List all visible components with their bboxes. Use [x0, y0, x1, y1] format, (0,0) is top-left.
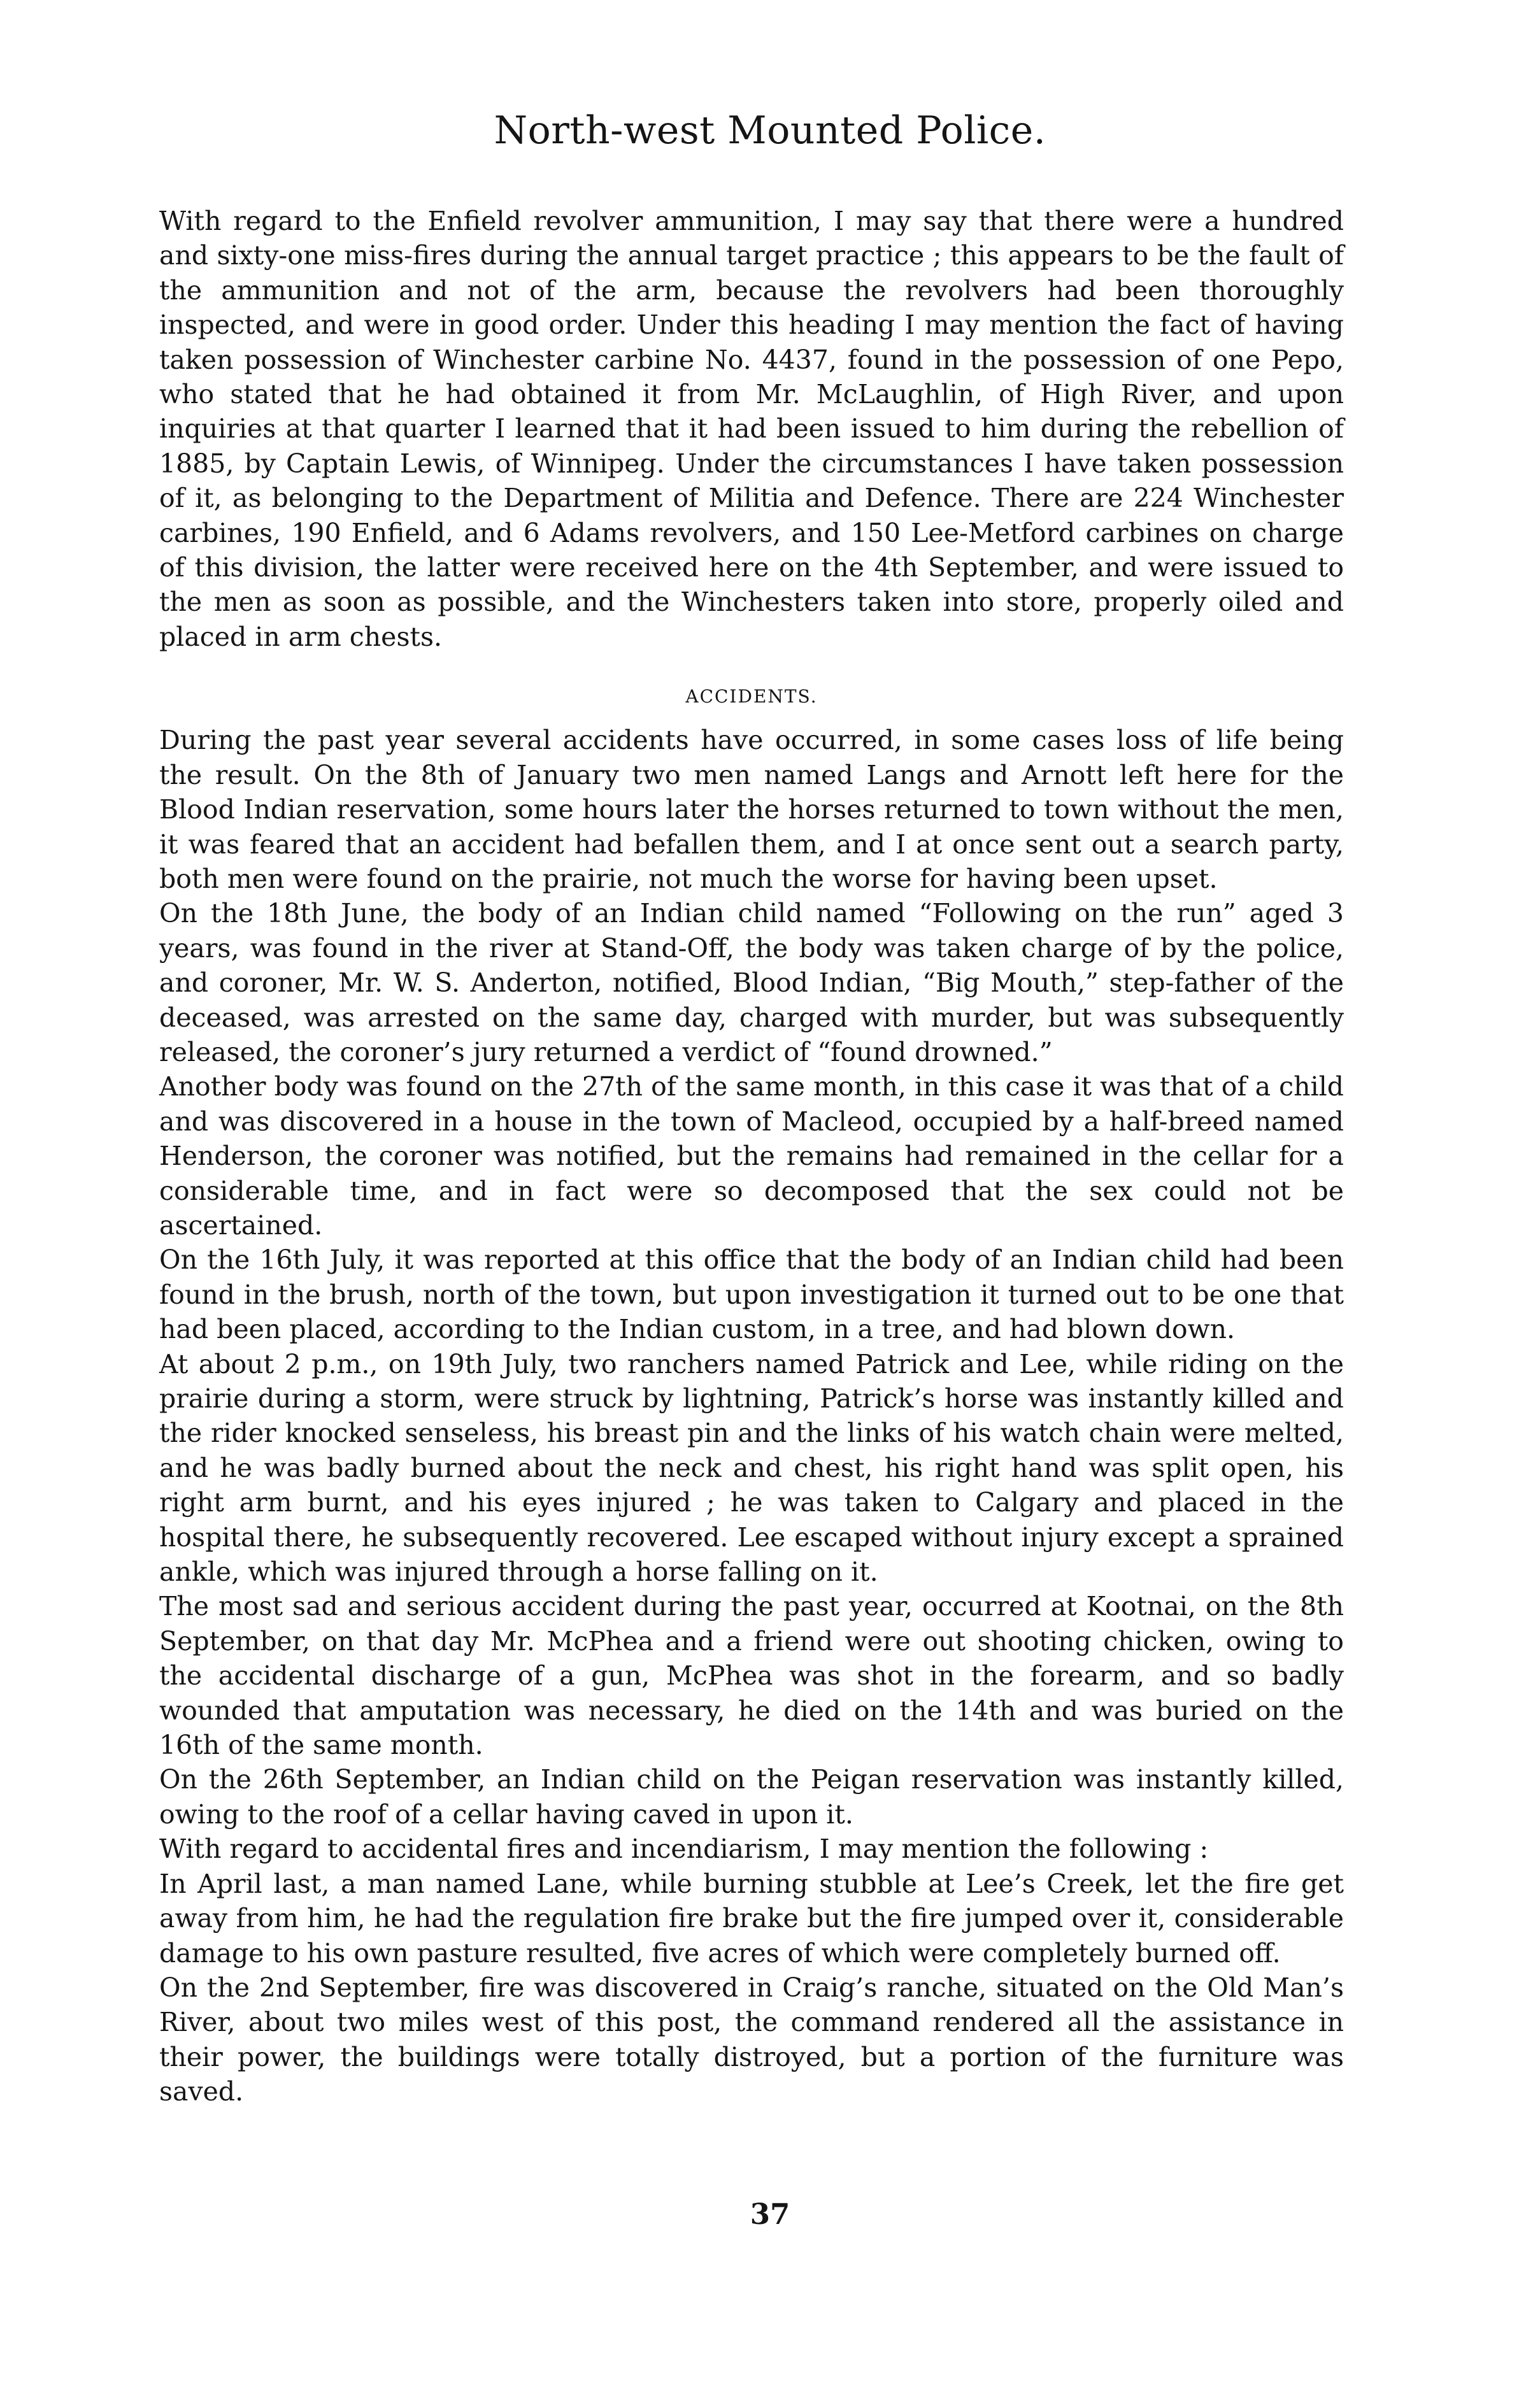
paragraph-following-on-the-run: On the 18th June, the body of an Indian child named “Following on the run” aged 3 years, was found in the river at Stand-Off, the body was taken charge of by the police, and coroner, Mr. W. S. Anderton, notified, Blood Indian, “Big Mouth,” step-father of the deceased, was arrested on the same day, charged with murder, but was subsequently released, the coroner’s jury returned a verdict of “found drowned.”: [159, 898, 1344, 1067]
paragraph-fires-intro: With regard to accidental fires and incendiarism, I may mention the following :: [159, 1834, 1209, 1865]
page-number: 37: [750, 2197, 790, 2231]
paragraph-revolver-ammunition: With regard to the Enfield revolver ammunition, I may say that there were a hundred and sixty-one miss-fires during the annual target practice ; this appears to be the fault of the ammunition and not of the arm, because the revolvers had been thoroughly inspected, and were in good order. Under this heading I may mention the fact of having taken possession of Winchester carbine No. 4437, found in the possession of one Pepo, who stated that he had obtained it from Mr. McLaughlin, of High River, and upon inquiries at that quarter I learned that it had been issued to him during the rebellion of 1885, by Captain Lewis, of Winnipeg. Under the circumstances I have taken possession of it, as belonging to the Department of Militia and Defence. There are 224 Winchester carbines, 190 Enfield, and 6 Adams revolvers, and 150 Lee-Metford carbines on charge of this division, the latter were received here on the 4th September, and were issued to the men as soon as possible, and the Winchesters taken into store, properly oiled and placed in arm chests.: [159, 206, 1344, 652]
section-heading-accidents: ACCIDENTS.: [685, 686, 818, 708]
paragraph-henderson-house: Another body was found on the 27th of the same month, in this case it was that of a child and was discovered in a house in the town of Macleod, occupied by a half-breed named Henderson, the coroner was notified, but the remains had remained in the cellar for a considerable time, and in fact were so decomposed that the sex could not be ascertained.: [159, 1071, 1344, 1241]
paragraph-lane-fire: In April last, a man named Lane, while burning stubble at Lee’s Creek, let the fire get away from him, he had the regulation fire brake but the fire jumped over it, considerable damage to his own pasture resulted, five acres of which were completely burned off.: [159, 1868, 1344, 1969]
running-head: North-west Mounted Police.: [494, 108, 1046, 153]
paragraph-16th-july: On the 16th July, it was reported at this office that the body of an Indian child had been found in the brush, north of the town, but upon investigation it turned out to be one that had been placed, according to the Indian custom, in a tree, and had blown down.: [159, 1244, 1344, 1345]
paragraph-craigs-ranche: On the 2nd September, fire was discovered in Craig’s ranche, situated on the Old Man’s River, about two miles west of this post, the command rendered all the assistance in their power, the buildings were totally distroyed, but a portion of the furniture was saved.: [159, 1972, 1344, 2107]
body-text: [159, 204, 1344, 2109]
paragraph-langs-arnott: During the past year several accidents have occurred, in some cases loss of life being the result. On the 8th of January two men named Langs and Arnott left here for the Blood Indian reservation, some hours later the horses returned to town without the men, it was feared that an accident had befallen them, and I at once sent out a search party, both men were found on the prairie, not much the worse for having been upset.: [159, 725, 1344, 894]
paragraph-peigan-reservation: On the 26th September, an Indian child on the Peigan reservation was instantly killed, owing to the roof of a cellar having caved in upon it.: [159, 1764, 1344, 1830]
paragraph-kootnai-accident: The most sad and serious accident during the past year, occurred at Kootnai, on the 8th September, on that day Mr. McPhea and a friend were out shooting chicken, owing to the accidental discharge of a gun, McPhea was shot in the forearm, and so badly wounded that amputation was necessary, he died on the 14th and was buried on the 16th of the same month.: [159, 1591, 1344, 1761]
paragraph-lightning-strike: At about 2 p.m., on 19th July, two ranchers named Patrick and Lee, while riding on the prairie during a storm, were struck by lightning, Patrick’s horse was instantly killed and the rider knocked senseless, his breast pin and the links of his watch chain were melted, and he was badly burned about the neck and chest, his right hand was split open, his right arm burnt, and his eyes injured ; he was taken to Calgary and placed in the hospital there, he subsequently recovered. Lee escaped without injury except a sprained ankle, which was injured through a horse falling on it.: [159, 1348, 1344, 1588]
